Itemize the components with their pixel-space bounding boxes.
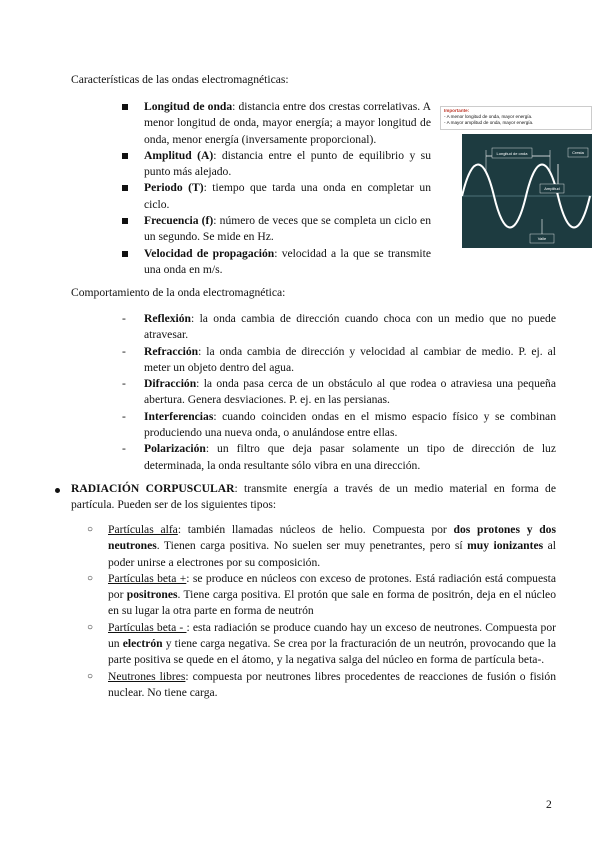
note-line: - A menor longitud de onda, mayor energía. [444, 114, 533, 119]
list-item: - Difracción: la onda pasa cerca de un obstáculo al que rodea o atraviesa una pequeña abertura. Genera desviaciones. P. ej. en las persianas. [122, 377, 556, 407]
circle-bullet-icon: ○ [87, 621, 94, 633]
crest-label: Cresta [572, 150, 584, 155]
round-bullet-icon [55, 488, 60, 493]
list-item: ○ Partículas beta - : esta radiación se produce cuando hay un exceso de neutrones. Compuesta por un electrón y tiene carga negativa. Se crea por la fracturación de un neutrón, provocando que la parte positiva se quede en el átomo, y la negativa salga del núcleo en forma de partícula beta-. [87, 620, 557, 667]
list-item: - Refracción: la onda cambia de dirección y velocidad al cambiar de medio. P. ej. al meter un objeto dentro del agua. [122, 344, 556, 374]
list-item: Velocidad de propagación: velocidad a la que se transmite una onda en m/s. [144, 246, 431, 279]
list-item: Periodo (T): tiempo que tarda una onda en completar un ciclo. [144, 180, 431, 213]
list-item: ○ Partículas alfa: también llamadas núcleos de helio. Compuesta por dos protones y dos neutrones. Tienen carga positiva. No suelen ser muy penetrantes, pero sí muy ionizantes al poder unirse a electrones por su composición. [87, 523, 556, 569]
important-note [440, 106, 592, 130]
particles-list [87, 522, 557, 701]
wave-diagram [462, 134, 592, 248]
dash-bullet-icon: - [122, 312, 126, 325]
list-item: ○ Neutrones libres: compuesta por neutrones libres procedentes de reacciones de fusión o fisión nuclear. No tiene carga. [87, 669, 556, 699]
characteristics-list [144, 99, 431, 278]
dash-bullet-icon: - [122, 344, 126, 358]
list-item: Amplitud (A): distancia entre el punto de equilibrio y su punto más alejado. [144, 148, 431, 181]
square-bullet-icon [122, 185, 128, 191]
wavelength-label: Longitud de onda [496, 151, 528, 156]
list-item: Frecuencia (f): número de veces que se completa un ciclo en un segundo. Se mide en Hz. [144, 213, 431, 246]
list-item: Longitud de onda: distancia entre dos crestas correlativas. A menor longitud de onda, mayor energía; a mayor longitud de onda, menor energía (inversamente proporcional). [144, 99, 431, 148]
list-item: - Polarización: un filtro que deja pasar solamente un tipo de dirección de luz determinada, la onda resultante sólo vibra en una dirección. [122, 442, 556, 472]
square-bullet-icon [122, 104, 128, 110]
list-item: ○ Partículas beta +: se produce en núcleos con exceso de protones. Está radiación está compuesta por positrones. Tiene carga positiva. El protón que sale en forma de positrón, deja en el núcleo en su lugar la otra parte en forma de neutrón [87, 571, 556, 618]
dash-bullet-icon: - [122, 442, 126, 456]
corpuscular-paragraph: RADIACIÓN CORPUSCULAR: transmite energía a través de un medio material en forma de partícula. Pueden ser de los siguientes tipos: [71, 482, 556, 512]
dash-bullet-icon: - [122, 409, 126, 423]
amplitude-label: Amplitud [544, 186, 560, 191]
note-line: - A mayor amplitud de onda, mayor energía. [444, 120, 534, 125]
list-item: - Reflexión: la onda cambia de dirección cuando choca con un medio que no puede atravesar. [122, 312, 556, 342]
note-title: Importante: [444, 108, 470, 113]
circle-bullet-icon: ○ [87, 572, 94, 584]
characteristics-heading: Características de las ondas electromagnéticas: [71, 73, 289, 86]
square-bullet-icon [122, 153, 128, 159]
wave-figure [440, 106, 592, 248]
circle-bullet-icon: ○ [87, 524, 94, 535]
behavior-heading: Comportamiento de la onda electromagnética: [71, 286, 286, 299]
square-bullet-icon [122, 251, 128, 257]
circle-bullet-icon: ○ [87, 670, 94, 682]
sine-wave-graphic [462, 134, 592, 248]
list-item: - Interferencias: cuando coinciden ondas en el mismo espacio físico y se combinan produciendo una nueva onda, o anulándose entre ellas. [122, 409, 556, 440]
trough-label: Valle [537, 236, 547, 241]
page-number: 2 [546, 798, 552, 811]
dash-bullet-icon: - [122, 377, 126, 391]
square-bullet-icon [122, 218, 128, 224]
behavior-list [122, 311, 556, 474]
